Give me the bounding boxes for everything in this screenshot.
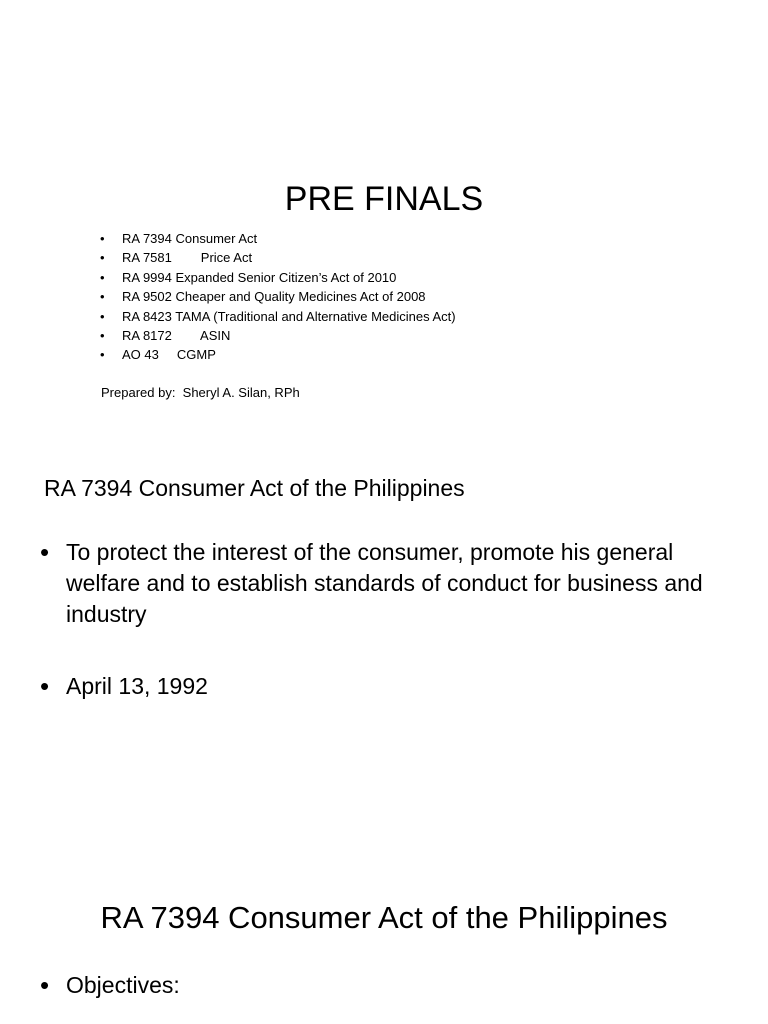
bullet-icon: • (100, 250, 105, 266)
list-item-text: AO 43 CGMP (122, 347, 216, 363)
bullet-list (40, 671, 726, 702)
slide-consumer-act-overview (0, 430, 768, 830)
slide-title: PRE FINALS (284, 180, 484, 218)
prepared-by: Prepared by: Sheryl A. Silan, RPh (101, 385, 300, 400)
slide-consumer-act-objectives (0, 830, 768, 1024)
slide-pre-finals (0, 0, 768, 430)
list-item-text: RA 7581 Price Act (122, 250, 253, 266)
list-item (100, 248, 456, 267)
bullet-icon: • (40, 537, 50, 567)
bullet-list (40, 970, 726, 1001)
bullet-icon: • (100, 308, 105, 324)
list-item (40, 970, 726, 1001)
list-item (100, 345, 456, 364)
list-item-text: RA 9502 Cheaper and Quality Medicines Act of 2008 (122, 289, 426, 305)
list-item (40, 537, 726, 630)
law-list (100, 229, 456, 365)
list-item (40, 671, 726, 702)
list-item (100, 229, 456, 248)
list-item-text: Objectives: (66, 972, 180, 998)
bullet-icon: • (40, 671, 50, 701)
bullet-icon: • (100, 289, 105, 305)
list-item-text: To protect the interest of the consumer, promote his general welfare and to establish standards of conduct for business and industry (66, 539, 703, 627)
bullet-list (40, 537, 726, 630)
list-item-text: RA 8172 ASIN (122, 328, 231, 344)
list-item-text: April 13, 1992 (66, 673, 208, 699)
bullet-icon: • (100, 231, 105, 246)
bullet-icon: • (100, 269, 105, 285)
bullet-icon: • (40, 970, 50, 1000)
list-item-text: RA 9994 Expanded Senior Citizen’s Act of 2010 (122, 269, 397, 285)
list-item-text: RA 8423 TAMA (Traditional and Alternative Medicines Act) (122, 308, 456, 324)
slide-title: RA 7394 Consumer Act of the Philippines (44, 475, 465, 501)
slide-title: RA 7394 Consumer Act of the Philippines (100, 900, 668, 935)
list-item-text: RA 7394 Consumer Act (122, 231, 258, 246)
bullet-icon: • (100, 347, 105, 363)
list-item (100, 287, 456, 306)
list-item (100, 307, 456, 326)
list-item (100, 326, 456, 345)
list-item (100, 268, 456, 287)
bullet-icon: • (100, 328, 105, 344)
